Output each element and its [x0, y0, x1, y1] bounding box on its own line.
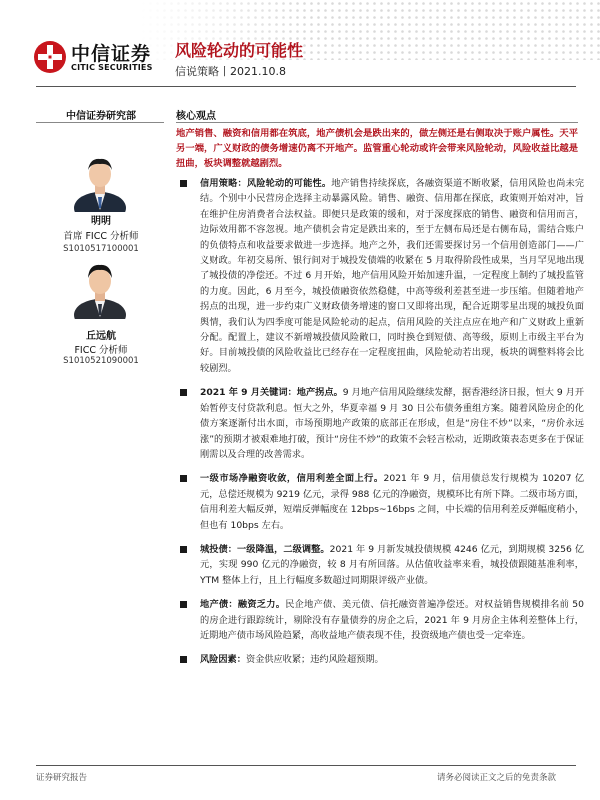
core-view-summary: 地产销售、融资和信用都在筑底，地产债机会是跌出来的，做左侧还是右侧取决于账户属性。天平另一端，广义财政的债务增速仍离不开地产。监管重心轮动或许会带来风险轮动，风险收益比越是扭曲，板块调整就越剧烈。 — [176, 128, 578, 169]
core-view-label: 核心观点 — [176, 111, 216, 122]
paragraph-lead: 风险因素： — [200, 654, 246, 666]
footer-disclaimer: 请务必阅读正文之后的免责条款 — [436, 773, 556, 783]
logo-chinese-text: 中信证券 — [71, 43, 152, 65]
paragraph-lead: 信用策略：风险轮动的可能性。 — [200, 178, 332, 189]
paragraph-lead: 一级市场净融资收敛，信用利差全面上行。 — [200, 473, 384, 485]
analyst-2-title: FICC 分析师 — [74, 345, 128, 356]
header-divider — [36, 86, 576, 87]
paragraph-lgfv-bonds — [176, 542, 584, 588]
paragraph-lead: 地产债：融资乏力。 — [200, 599, 286, 611]
paragraph-september-keyword — [176, 385, 584, 462]
paragraph-text: 资金供应收紧；违约风险超预期。 — [245, 654, 384, 666]
footer-divider — [36, 765, 576, 766]
paragraph-text: 地产销售持续探底，各融资渠道不断收紧，信用风险也尚未完结。个别中小民营房企选择主动暴露风险。销售、融资、信用都在探底，政策则开始对冲，旨在维护住房消费者合法权益。即便只是政策的缓和，对于深度探底的销售、融资和信用而言，边际效用都不容忽视。地产债机会肯定是跌出来的，至于左侧布局还是右侧布局，需结合账户的负债特点和收益要求做进一步选择。地产之外，我们还需要探讨另一个信用创造部门——广义财政。年初交易所、银行间对于城投发债端的收紧在 5 月取得阶段性成果，当月罕见地出现了城投债的净偿还。不过 6 月开始，地产信用风险开始加速升温，一定程度上制约了城投监管的力度。因此，6 月至今，城投债融资依然稳健，中高等级利差甚至进一步压缩。但随着地产拐点的出现，进一步约束广义财政债务增速的窗口又即将出现，配合近期零星出现的城投负面舆情，我们认为四季度可能是风险轮动的起点，信用风险的关注点应在地产和广义财政上重新分配。配置上，建议不新增城投债风险敞口，同时换仓到短债、高等级，原则上市级主平台为好。目前城投债的风险收益比已经存在一定程度扭曲，风险轮动若出现，板块的调整料将会比较剧烈。 — [200, 178, 585, 374]
analyst-2-name: 丘远航 — [86, 331, 116, 342]
logo-english-text: CITIC SECURITIES — [71, 63, 153, 72]
paragraph-text: 2021 年 9 月，信用债总发行规模为 10207 亿元，总偿还规模为 9219 亿元，录得 988 亿元的净融资，规模环比有所下降。二级市场方面，信用利差大幅反弹，短端反弹幅度在 12bps~16bps 之间，中长端的信用利差反弹幅度稍小，但也有 10bps 左右。 — [200, 473, 585, 531]
paragraph-credit-strategy — [176, 176, 584, 376]
report-series-date: 信说策略丨2021.10.8 — [175, 65, 286, 78]
analyst-1-name: 明明 — [91, 216, 111, 227]
report-title: 风险轮动的可能性 — [175, 41, 304, 60]
department-underline — [36, 122, 164, 123]
department-label: 中信证券研究部 — [66, 111, 136, 122]
bullet-square-icon — [180, 546, 187, 553]
report-body — [176, 176, 584, 677]
bullet-square-icon — [180, 180, 187, 187]
bullet-square-icon — [180, 389, 187, 396]
core-view-underline — [176, 122, 578, 123]
citic-logo-icon — [33, 40, 67, 74]
analyst-2-avatar — [68, 255, 132, 319]
paragraph-lead: 城投债：一级降温，二级调整。 — [200, 543, 330, 555]
bullet-square-icon — [180, 475, 187, 482]
footer-report-type: 证券研究报告 — [36, 773, 88, 783]
analyst-1-avatar — [68, 148, 132, 212]
paragraph-text: 2021 年 9 月新发城投债规模 4246 亿元，到期规模 3256 亿元，实现 990 亿元的净融资，较 8 月有所回落。从估值收益率来看，城投债跟随基准利率，YTM 整体上行，且上行幅度多数超过同期限评级产业债。 — [200, 543, 585, 586]
analyst-1-title: 首席 FICC 分析师 — [63, 231, 139, 242]
paragraph-risk-factors — [176, 652, 584, 667]
paragraph-primary-market — [176, 471, 584, 533]
citic-logo — [33, 38, 163, 78]
paragraph-lead: 2021 年 9 月关键词：地产拐点。 — [200, 387, 343, 399]
analyst-1-license: S1010517100001 — [63, 244, 139, 254]
paragraph-text: 9 月地产信用风险继续发酵，据香港经济日报，恒大 9 月开始暂停支付贷款利息。恒大之外，华夏幸福 9 月 30 日公布债务重组方案。随着风险房企的化债方案逐渐付出水面，市场预期地产政策的底部正在形成，但是“房住不炒”以来，“房价永远涨”的预期才被艰难地打破，预计“房住不炒”的政策不会轻言松动，近期政策表态更多在于保证刚需以及合理的改善需求。 — [200, 387, 585, 460]
paragraph-property-bonds — [176, 597, 584, 643]
analyst-2-license: S1010521090001 — [63, 356, 139, 366]
bullet-square-icon — [180, 656, 187, 663]
bullet-square-icon — [180, 601, 187, 608]
paragraph-text: 民企地产债、美元债、信托融资普遍净偿还。对权益销售规模排名前 50 的房企进行跟踪统计，剔除没有存量债券的房企之后，2021 年 9 月房企主体利差整体上行，近期地产债市场风险趋紧，高收益地产债表现不佳，投资级地产债也受一定牵连。 — [200, 599, 584, 641]
